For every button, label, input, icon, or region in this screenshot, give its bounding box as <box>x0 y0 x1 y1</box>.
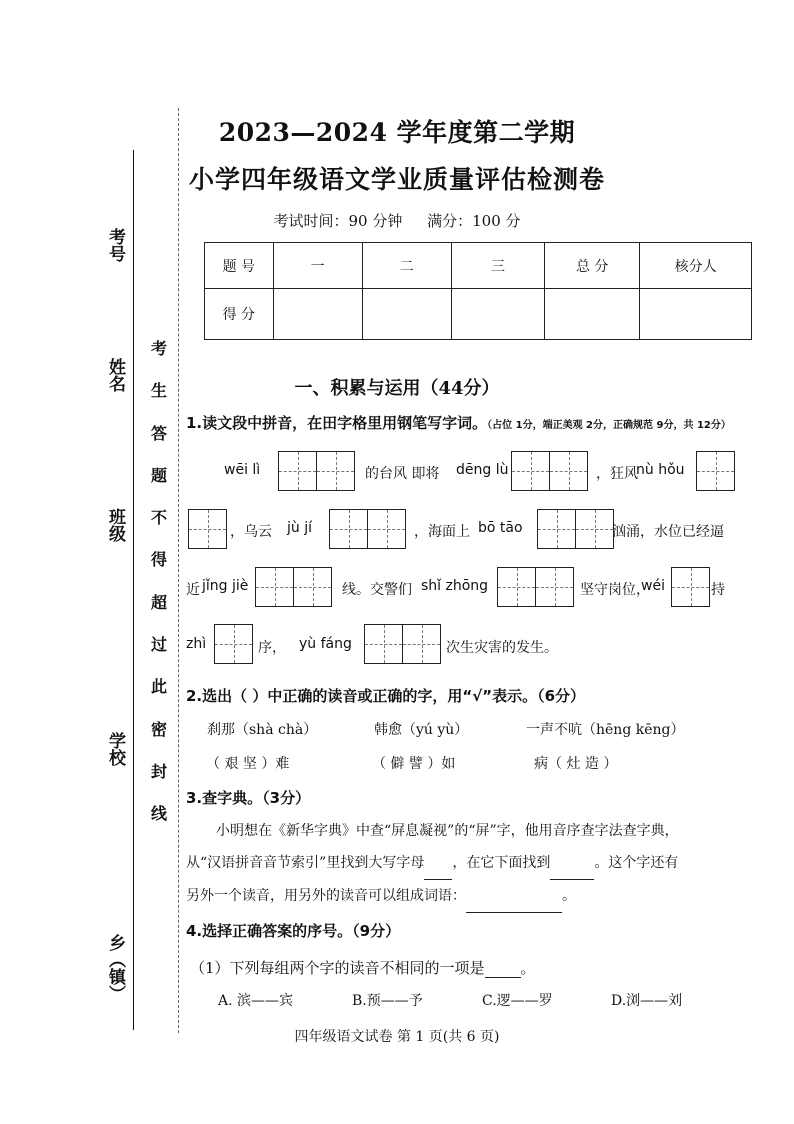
binding-label-school: 学校 <box>105 732 125 766</box>
score-header-cell: 总 分 <box>545 243 640 289</box>
passage-text: ，海面上 <box>414 524 470 540</box>
score-row-label: 得 分 <box>205 289 274 340</box>
seal-char: 密 <box>150 719 167 739</box>
passage-text: 线。交警们 <box>342 582 412 598</box>
tianzige-box[interactable] <box>255 567 332 607</box>
passage-text: 的台风 即将 <box>365 466 440 482</box>
seal-char: 过 <box>150 635 167 655</box>
choice-item[interactable]: 病（ 灶 造 ） <box>534 756 618 772</box>
score-cell[interactable] <box>362 289 451 340</box>
tianzige-box[interactable] <box>511 451 588 491</box>
seal-dashed-line <box>178 108 179 1033</box>
seal-char: 答 <box>150 423 167 443</box>
option-c[interactable]: C.逻——罗 <box>482 993 553 1009</box>
section-title: 一、积累与运用（44分） <box>294 378 500 399</box>
question-1-title <box>186 412 731 433</box>
answer-blank[interactable] <box>424 847 452 880</box>
pinyin: jǐng jiè <box>202 578 249 594</box>
seal-char: 超 <box>150 592 167 612</box>
q3-text: 。这个字还有 <box>594 855 679 871</box>
seal-char: 此 <box>150 677 167 697</box>
tianzige-box[interactable] <box>671 567 710 607</box>
tianzige-box[interactable] <box>278 451 355 491</box>
pinyin: shǐ zhōng <box>421 578 489 594</box>
pinyin: jù jí <box>287 520 312 536</box>
question-4-sub1 <box>190 957 536 978</box>
binding-line <box>133 150 134 1030</box>
score-header-cell: 一 <box>273 243 362 289</box>
question-2-title: 2.选出（ ）中正确的读音或正确的字，用“√”表示。（6分） <box>186 687 586 705</box>
binding-label-town: 乡（镇） <box>105 934 125 1002</box>
choice-item[interactable]: 刹那（shà chà） <box>207 722 318 738</box>
tianzige-box[interactable] <box>537 509 614 549</box>
choice-item[interactable]: （ 艰 坚 ）难 <box>206 756 290 772</box>
q3-line: 小明想在《新华字典》中查“屏息凝视”的“屏”字，他用音序查字法查字典， <box>216 823 679 839</box>
option-d[interactable]: D.浏——刘 <box>611 993 683 1009</box>
page-footer: 四年级语文试卷 第 1 页(共 6 页) <box>294 1029 500 1045</box>
option-a[interactable]: A. 滨——宾 <box>218 993 294 1009</box>
score-header-cell: 核分人 <box>640 243 752 289</box>
answer-blank[interactable] <box>550 847 594 880</box>
tianzige-box[interactable] <box>696 451 735 491</box>
question-4-title: 4.选择正确答案的序号。（9分） <box>186 922 401 940</box>
passage-text: 次生灾害的发生。 <box>446 640 558 656</box>
seal-char: 不 <box>150 508 167 528</box>
passage-text: ，乌云 <box>230 524 272 540</box>
score-cell[interactable] <box>273 289 362 340</box>
choice-item[interactable]: 一声不吭（hēng kēng） <box>526 722 685 738</box>
pinyin: yù fáng <box>299 636 352 652</box>
tianzige-box[interactable] <box>188 509 227 549</box>
q3-line <box>186 847 746 880</box>
tianzige-box[interactable] <box>329 509 406 549</box>
score-header-cell: 二 <box>362 243 451 289</box>
tianzige-box[interactable] <box>364 624 441 664</box>
q4-sub1-text: （1）下列每组两个字的读音不相同的一项是 <box>190 959 485 977</box>
passage-text: 汹涌，水位已经逼 <box>612 524 724 540</box>
passage-text: 持 <box>711 582 725 598</box>
pinyin: nù hǒu <box>636 462 685 478</box>
passage-text: ，狂风 <box>596 466 638 482</box>
passage-text: 序， <box>258 640 286 656</box>
q3-text: ，在它下面找到 <box>452 855 551 871</box>
question-1-text: 1.读文段中拼音，在田字格里用钢笔写字词。 <box>186 414 488 432</box>
seal-text <box>149 328 169 836</box>
seal-char: 题 <box>150 465 167 485</box>
tianzige-box[interactable] <box>214 624 253 664</box>
binding-label-class: 班级 <box>105 508 125 542</box>
pinyin: bō tāo <box>478 520 523 536</box>
answer-blank[interactable] <box>466 880 562 913</box>
q3-text: 另外一个读音，用另外的读音可以组成词语： <box>186 888 466 904</box>
question-1-note: （占位 1分，端正美观 2分，正确规范 9分，共 12分） <box>487 420 731 431</box>
seal-char: 封 <box>150 761 167 781</box>
seal-char: 生 <box>150 381 167 401</box>
answer-blank[interactable] <box>485 959 521 978</box>
binding-label-exam-no: 考号 <box>105 228 125 262</box>
choice-item[interactable]: 韩愈（yú yù） <box>374 722 469 738</box>
score-header-cell: 题 号 <box>205 243 274 289</box>
score-cell[interactable] <box>640 289 752 340</box>
question-3-body <box>186 815 746 913</box>
passage-text: 近 <box>186 582 200 598</box>
tianzige-box[interactable] <box>497 567 574 607</box>
question-3-title: 3.查字典。（3分） <box>186 789 311 807</box>
binding-label-name: 姓名 <box>105 358 125 392</box>
seal-char: 得 <box>150 550 167 570</box>
choice-item[interactable]: （ 僻 譬 ）如 <box>372 756 456 772</box>
passage-text: 坚守岗位， <box>580 582 650 598</box>
seal-char: 线 <box>150 804 167 824</box>
page-title: 2023—2024 学年度第二学期 <box>218 118 576 147</box>
q3-text: 。 <box>562 888 576 904</box>
pinyin: zhì <box>186 636 207 652</box>
score-header-cell: 三 <box>451 243 544 289</box>
option-b[interactable]: B.预——予 <box>352 993 423 1009</box>
score-cell[interactable] <box>451 289 544 340</box>
exam-info <box>0 210 794 231</box>
full-score: 满分：100 分 <box>427 212 521 230</box>
q3-text: 从“汉语拼音音节索引”里找到大写字母 <box>186 855 425 871</box>
page-subtitle: 小学四年级语文学业质量评估检测卷 <box>188 165 605 194</box>
exam-time: 考试时间：90 分钟 <box>273 212 403 230</box>
seal-char: 考 <box>150 339 167 358</box>
q3-line <box>186 880 746 913</box>
score-cell[interactable] <box>545 289 640 340</box>
q4-sub1-end: 。 <box>520 959 536 977</box>
score-table <box>204 242 752 340</box>
pinyin: dēng lù <box>456 462 509 478</box>
pinyin: wēi lì <box>224 462 261 478</box>
pinyin: wéi <box>641 578 665 594</box>
